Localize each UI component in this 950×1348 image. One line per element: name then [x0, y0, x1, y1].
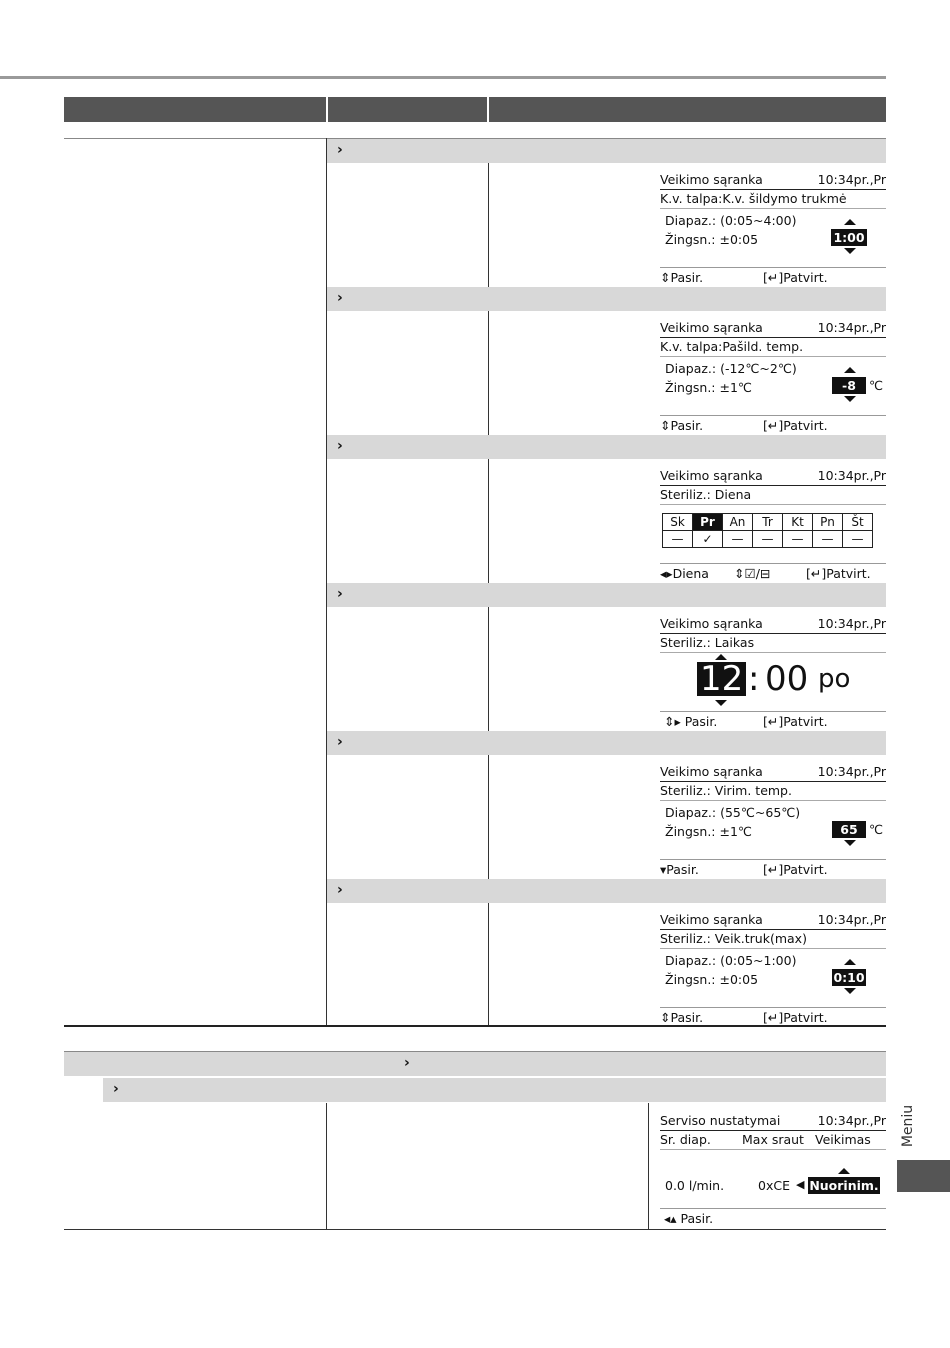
day-cell[interactable]: Sk — [663, 514, 693, 531]
table-header-col2 — [328, 97, 487, 122]
day-mark[interactable]: — — [723, 531, 753, 548]
up-arrow-icon[interactable] — [838, 1168, 850, 1174]
lcd-screen-sterilize-boil-temp — [658, 763, 886, 879]
down-arrow-icon[interactable] — [844, 988, 856, 994]
day-mark[interactable]: ✓ — [693, 531, 723, 548]
foot-day: ◂▸Diena — [660, 566, 709, 581]
service-subheader: › — [103, 1078, 886, 1102]
value-field[interactable]: 65 — [832, 821, 866, 838]
screen-clock: 10:34pr.,Pr — [817, 468, 886, 483]
left-arrow-icon[interactable]: ◀ — [796, 1178, 805, 1191]
screen-title: Veikimo sąranka — [660, 616, 763, 631]
foot-confirm: [↵]Patvirt. — [763, 714, 828, 729]
down-arrow-icon[interactable] — [844, 840, 856, 846]
day-mark[interactable]: — — [753, 531, 783, 548]
step-text: Žingsn.: ±1℃ — [665, 824, 752, 839]
day-cell[interactable]: Št — [843, 514, 873, 531]
day-mark[interactable]: — — [843, 531, 873, 548]
column-divider — [648, 1103, 649, 1229]
unit-label: ℃ — [869, 378, 884, 393]
foot-confirm: [↵]Patvirt. — [763, 270, 828, 285]
col-range-label: Sr. diap. — [660, 1132, 711, 1147]
flow-value: 0.0 l/min. — [665, 1178, 725, 1193]
unit-label: ℃ — [869, 822, 884, 837]
value-field[interactable]: 1:00 — [831, 229, 867, 246]
screen-clock: 10:34pr.,Pr — [817, 1113, 886, 1128]
screen-clock: 10:34pr.,Pr — [817, 320, 886, 335]
step-text: Žingsn.: ±0:05 — [665, 972, 759, 987]
up-arrow-icon[interactable] — [844, 367, 856, 373]
range-text: Diapaz.: (-12℃~2℃) — [665, 361, 797, 376]
day-mark[interactable]: — — [663, 531, 693, 548]
row-header: › — [327, 731, 886, 755]
range-text: Diapaz.: (55℃~65℃) — [665, 805, 801, 820]
screen-title: Veikimo sąranka — [660, 912, 763, 927]
hour-field[interactable]: 12 — [697, 662, 746, 696]
screen-title: Veikimo sąranka — [660, 320, 763, 335]
ampm-field[interactable]: po — [818, 664, 851, 694]
range-text: Diapaz.: (0:05~1:00) — [665, 953, 797, 968]
lcd-screen-sterilize-max-time — [658, 911, 886, 1027]
step-text: Žingsn.: ±1℃ — [665, 380, 752, 395]
screen-subtitle: Steriliz.: Veik.truk(max) — [660, 931, 807, 946]
foot-confirm: [↵]Patvirt. — [763, 418, 828, 433]
screen-subtitle: K.v. talpa:Pašild. temp. — [660, 339, 804, 354]
code-value: 0xCE — [758, 1178, 790, 1193]
screen-clock: 10:34pr.,Pr — [817, 764, 886, 779]
row-header: › — [327, 139, 886, 163]
down-arrow-icon[interactable] — [844, 396, 856, 402]
down-arrow-icon[interactable] — [715, 700, 727, 706]
value-field[interactable]: 0:10 — [833, 970, 865, 985]
range-text: Diapaz.: (0:05~4:00) — [665, 213, 797, 228]
foot-select: ⇕Pasir. — [660, 418, 704, 433]
table-header-col3 — [489, 97, 886, 122]
side-tab-marker — [897, 1160, 950, 1192]
day-cell[interactable]: Kt — [783, 514, 813, 531]
screen-clock: 10:34pr.,Pr — [817, 172, 886, 187]
foot-confirm: [↵]Patvirt. — [763, 862, 828, 877]
foot-confirm: [↵]Patvirt. — [806, 566, 871, 581]
col-flow-label: Max sraut — [742, 1132, 804, 1147]
table-header-col1 — [64, 97, 326, 122]
lcd-screen-dhw-heat-time — [658, 171, 886, 287]
screen-title: Veikimo sąranka — [660, 764, 763, 779]
step-text: Žingsn.: ±0:05 — [665, 232, 759, 247]
down-arrow-icon[interactable] — [844, 248, 856, 254]
foot-select: ⇕▸ Pasir. — [664, 714, 718, 729]
screen-title: Serviso nustatymai — [660, 1113, 781, 1128]
up-arrow-icon[interactable] — [844, 219, 856, 225]
time-separator: : — [748, 659, 760, 699]
day-cell[interactable]: An — [723, 514, 753, 531]
screen-subtitle: Steriliz.: Diena — [660, 487, 752, 502]
screen-clock: 10:34pr.,Pr — [817, 912, 886, 927]
up-arrow-icon[interactable] — [844, 959, 856, 965]
col-operation-label: Veikimas — [815, 1132, 871, 1147]
lcd-screen-sterilize-time — [658, 615, 886, 731]
day-cell[interactable]: Pn — [813, 514, 843, 531]
screen-subtitle: K.v. talpa:K.v. šildymo trukmė — [660, 191, 847, 206]
foot-select: ▾Pasir. — [660, 862, 699, 877]
day-table — [662, 513, 873, 548]
foot-select: ◂▴ Pasir. — [664, 1211, 714, 1226]
row-header: › — [327, 287, 886, 311]
lcd-screen-service-settings — [658, 1112, 886, 1230]
row-header: › — [327, 583, 886, 607]
day-cell[interactable]: Pr — [693, 514, 723, 531]
foot-confirm: [↵]Patvirt. — [763, 1010, 828, 1025]
day-cell[interactable]: Tr — [753, 514, 783, 531]
top-rule — [0, 76, 886, 79]
foot-select: ⇕Pasir. — [660, 270, 704, 285]
day-mark[interactable]: — — [783, 531, 813, 548]
side-tab-label: Meniu — [900, 1104, 917, 1148]
day-mark[interactable]: — — [813, 531, 843, 548]
screen-subtitle: Steriliz.: Virim. temp. — [660, 783, 792, 798]
screen-title: Veikimo sąranka — [660, 468, 763, 483]
screen-title: Veikimo sąranka — [660, 172, 763, 187]
row-header: › — [327, 435, 886, 459]
screen-clock: 10:34pr.,Pr — [817, 616, 886, 631]
service-header: › — [64, 1052, 886, 1076]
screen-subtitle: Steriliz.: Laikas — [660, 635, 755, 650]
action-value[interactable]: Nuorinim. — [809, 1178, 879, 1193]
column-divider — [326, 1103, 327, 1229]
row-header: › — [327, 879, 886, 903]
value-field[interactable]: -8 — [832, 377, 866, 394]
lcd-screen-sterilize-day — [658, 467, 886, 583]
lcd-screen-dhw-preheat-temp — [658, 319, 886, 435]
foot-toggle: ⇕☑/⊟ — [734, 566, 771, 581]
minute-field[interactable]: 00 — [765, 659, 809, 699]
foot-select: ⇕Pasir. — [660, 1010, 704, 1025]
